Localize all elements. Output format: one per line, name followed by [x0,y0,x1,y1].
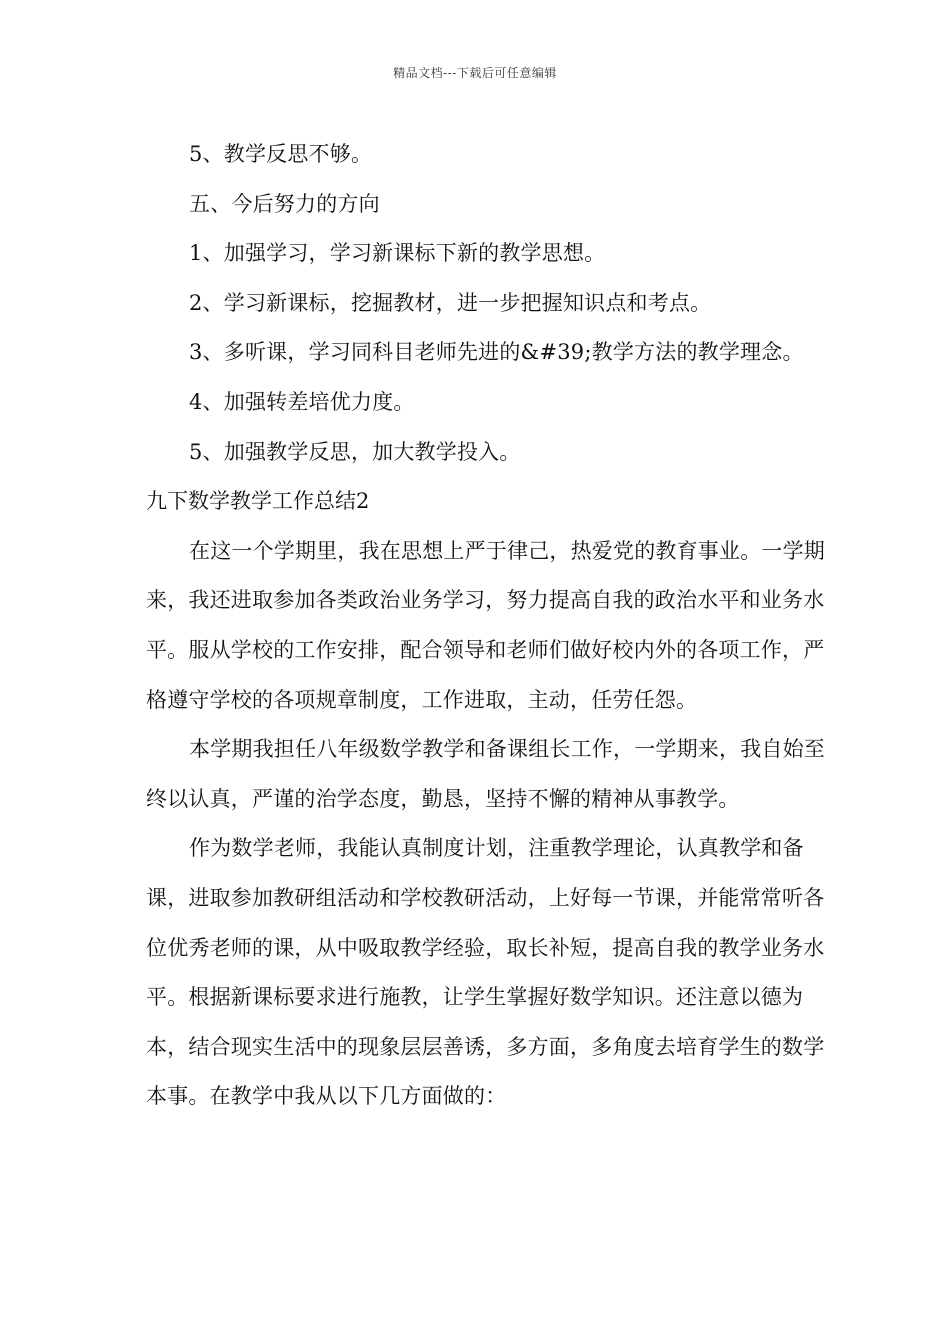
document-subtitle: 九下数学教学工作总结2 [146,489,370,514]
page-header: 精品文档---下载后可任意编辑 [393,66,557,80]
list-item: 1、加强学习，学习新课标下新的教学思想。 [189,241,606,266]
paragraph: 在这一个学期里，我在思想上严于律己，热爱党的教育事业。一学期来，我还进取参加各类政治业务学习，努力提高自我的政治水平和业务水平。服从学校的工作安排，配合领导和老师们做好校内外的各项工作，严格遵守学校的各项规章制度，工作进取，主动，任劳任怨。 [146,538,825,712]
list-item: 5、加强教学反思，加大教学投入。 [189,439,521,464]
list-item: 2、学习新课标，挖掘教材，进一步把握知识点和考点。 [189,290,712,315]
paragraph: 本学期我担任八年级数学教学和备课组长工作，一学期来，我自始至终以认真，严谨的治学态度，勤恳，坚持不懈的精神从事教学。 [146,737,825,811]
document-body [146,130,826,1122]
list-item: 4、加强转差培优力度。 [189,389,415,414]
list-item: 3、多听课，学习同科目老师先进的&#39;教学方法的教学理念。 [189,340,804,365]
paragraph: 作为数学老师，我能认真制度计划，注重教学理论，认真教学和备课，进取参加教研组活动和学校教研活动，上好每一节课，并能常常听各位优秀老师的课，从中吸取教学经验，取长补短，提高自我的教学业务水平。根据新课标要求进行施教，让学生掌握好数学知识。还注意以德为本，结合现实生活中的现象层层善诱，多方面，多角度去培育学生的数学本事。在教学中我从以下几方面做的： [146,836,825,1109]
list-item: 5、教学反思不够。 [189,142,373,166]
section-heading: 五、今后努力的方向 [189,191,380,216]
